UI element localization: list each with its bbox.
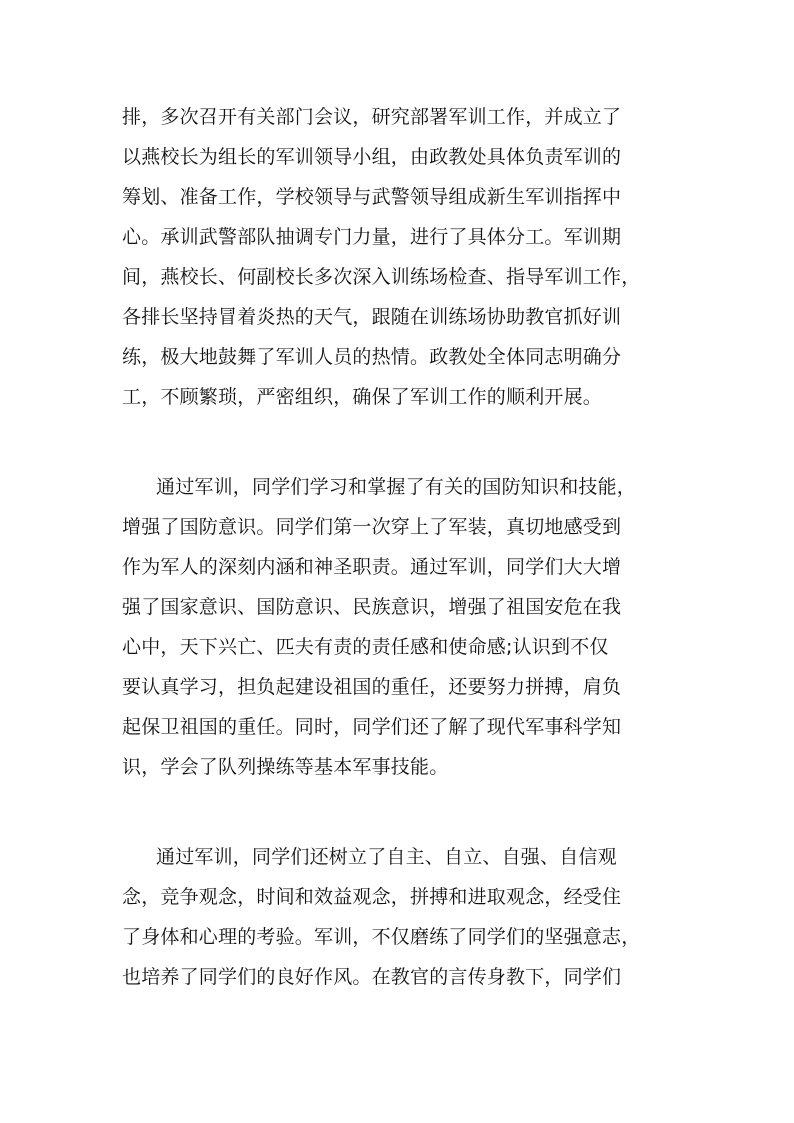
paragraph-2-line-8: 识，学会了队列操练等基本军事技能。	[122, 756, 449, 778]
paragraph-1-line-5: 间，燕校长、何副校长多次深入训练场检查、指导军训工作，	[122, 266, 641, 288]
paragraph-3-line-4: 也培养了同学们的良好作风。在教官的言传身教下，同学们	[122, 966, 622, 988]
paragraph-2-line-5: 心中，天下兴亡、匹夫有责的责任感和使命感;认识到不仅	[122, 636, 609, 658]
paragraph-2-line-7: 起保卫祖国的重任。同时，同学们还了解了现代军事科学知	[122, 716, 622, 738]
paragraph-1-line-2: 以燕校长为组长的军训领导小组，由政教处具体负责军训的	[122, 146, 622, 168]
paragraph-1-line-4: 心。承训武警部队抽调专门力量，进行了具体分工。军训期	[122, 226, 622, 248]
paragraph-1-line-7: 练，极大地鼓舞了军训人员的热情。政教处全体同志明确分	[122, 346, 622, 368]
paragraph-3-line-1: 通过军训，同学们还树立了自主、自立、自强、自信观	[156, 846, 617, 868]
paragraph-2-line-3: 作为军人的深刻内涵和神圣职责。通过军训，同学们大大增	[122, 556, 622, 578]
paragraph-3-line-3: 了身体和心理的考验。军训，不仅磨练了同学们的坚强意志，	[122, 926, 641, 948]
paragraph-1-line-1: 排，多次召开有关部门会议，研究部署军训工作，并成立了	[122, 106, 622, 128]
paragraph-1-line-6: 各排长坚持冒着炎热的天气，跟随在训练场协助教官抓好训	[122, 306, 622, 328]
paragraph-2-line-6: 要认真学习，担负起建设祖国的重任，还要努力拼搏，肩负	[122, 676, 622, 698]
paragraph-2-line-2: 增强了国防意识。同学们第一次穿上了军装，真切地感受到	[122, 516, 622, 538]
paragraph-1-line-3: 筹划、准备工作，学校领导与武警领导组成新生军训指挥中	[122, 186, 622, 208]
paragraph-1-line-8: 工，不顾繁琐，严密组织，确保了军训工作的顺利开展。	[122, 386, 603, 408]
paragraph-3-line-2: 念，竞争观念，时间和效益观念，拼搏和进取观念，经受住	[122, 886, 622, 908]
paragraph-2-line-1: 通过军训，同学们学习和掌握了有关的国防知识和技能，	[156, 476, 637, 498]
paragraph-2-line-4: 强了国家意识、国防意识、民族意识，增强了祖国安危在我	[122, 596, 622, 618]
